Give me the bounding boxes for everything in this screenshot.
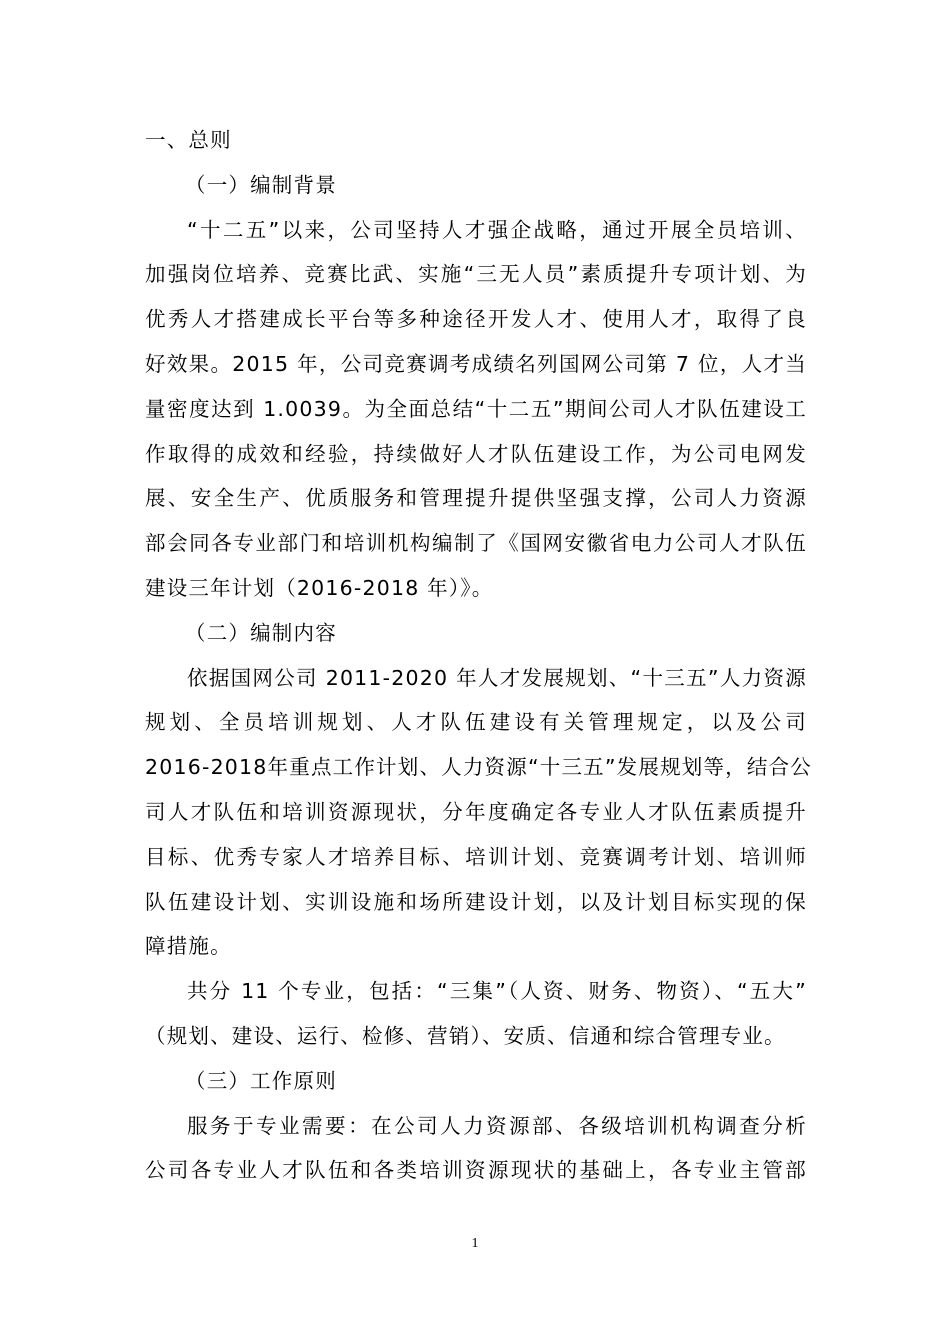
paragraph-line: 规划、全员培训规划、人才队伍建设有关管理规定，以及公司 [145,710,807,735]
paragraph-line: （规划、建设、运行、检修、营销）、安质、信通和综合管理专业。 [145,1023,786,1048]
page-number: 1 [471,1236,479,1251]
paragraph-line: 部会同各专业部门和培训机构编制了《国网安徽省电力公司人才队伍 [145,531,807,556]
paragraph-line: 展、安全生产、优质服务和管理提升提供坚强支撑，公司人力资源 [145,486,807,511]
paragraph-line: 依据国网公司 2011-2020 年人才发展规划、“十三五”人力资源 [187,665,807,690]
paragraph-line: 障措施。 [145,934,232,959]
heading-general-principles: 一、总则 [145,128,232,152]
heading-work-principles: （三）工作原则 [185,1068,337,1093]
paragraph-line: “十二五”以来，公司坚持人才强企战略，通过开展全员培训、 [187,217,807,242]
paragraph-line: 量密度达到 1.0039。为全面总结“十二五”期间公司人才队伍建设工 [145,396,807,421]
paragraph-line: 队伍建设计划、实训设施和场所建设计划，以及计划目标实现的保 [145,889,807,914]
heading-content: （二）编制内容 [185,620,337,645]
heading-background: （一）编制背景 [185,172,337,197]
paragraph-line: 服务于专业需要：在公司人力资源部、各级培训机构调查分析 [187,1113,807,1138]
paragraph-line: 公司各专业人才队伍和各类培训资源现状的基础上，各专业主管部 [145,1158,807,1183]
paragraph-line: 目标、优秀专家人才培养目标、培训计划、竞赛调考计划、培训师 [145,844,807,869]
paragraph-line: 加强岗位培养、竞赛比武、实施“三无人员”素质提升专项计划、为 [145,262,807,287]
paragraph-line: 作取得的成效和经验，持续做好人才队伍建设工作，为公司电网发 [145,441,807,466]
paragraph-line: 建设三年计划（2016-2018 年）》。 [145,575,494,600]
paragraph-line: 司人才队伍和培训资源现状，分年度确定各专业人才队伍素质提升 [145,799,807,824]
document-body [145,118,812,1193]
paragraph-line: 2016-2018年重点工作计划、人力资源“十三五”发展规划等，结合公 [145,755,812,780]
paragraph-line: 好效果。2015 年，公司竞赛调考成绩名列国网公司第 7 位，人才当 [145,351,807,376]
paragraph-line: 优秀人才搭建成长平台等多种途径开发人才、使用人才，取得了良 [145,307,807,332]
paragraph-line: 共分 11 个专业，包括：“三集”（人资、财务、物资）、“五大” [187,979,807,1004]
